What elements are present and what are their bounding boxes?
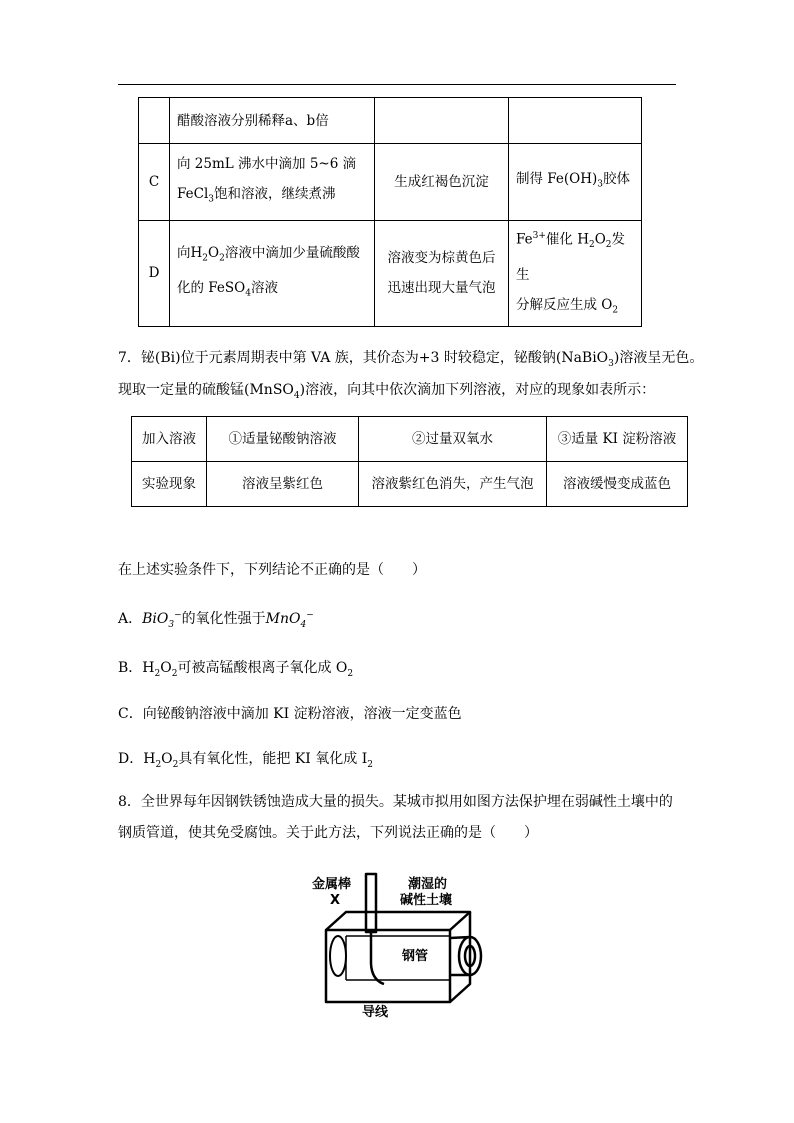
q7-option-a[interactable]: A．BiO$_3$−的氧化性强于MnO$_4$− — [118, 610, 314, 630]
table-header-cell: 加入溶液 — [132, 417, 207, 462]
table-row — [139, 98, 642, 144]
table-row — [139, 144, 642, 221]
row-label: C — [139, 144, 170, 221]
conclusion-cell — [509, 98, 642, 144]
table-cell: 实验现象 — [132, 462, 207, 507]
label-metal-rod: 金属棒 — [312, 877, 352, 892]
metal-rod-x — [366, 874, 376, 932]
q7-stem-line2: 现取一定量的硫酸锰(MnSO$_4$)溶液，向其中依次滴加下列溶液，对应的现象如表所示： — [118, 382, 656, 401]
row-label — [139, 98, 170, 144]
row-label: D — [139, 221, 170, 327]
label-soil-2: 碱性土壤 — [400, 893, 453, 908]
conclusion-cell: 制得 $Fe(OH)_3$胶体 — [509, 144, 642, 221]
wire — [371, 964, 384, 984]
conclusion-cell: $Fe^{3+}$催化 $H_2O_2$发生 分解反应生成 $O_2$ — [509, 221, 642, 327]
operation-cell — [170, 221, 375, 327]
operation-cell: 醋酸溶液分别稀释a、b倍 — [170, 98, 375, 144]
table-header-row — [132, 417, 688, 462]
table-header-cell: ②过量双氧水 — [359, 417, 547, 462]
table-row — [132, 462, 688, 507]
operation-cell — [170, 144, 375, 221]
q7-question: 在上述实验条件下，下列结论不正确的是（ ） — [118, 562, 426, 578]
label-wire: 导线 — [362, 1005, 389, 1020]
phenomenon-cell — [375, 98, 509, 144]
table-cell: 溶液缓慢变成蓝色 — [547, 462, 688, 507]
operation-text: 向 25mL 沸水中滴加 5~6 滴 — [177, 156, 357, 173]
experiment-table — [138, 97, 642, 327]
table-cell: 溶液紫红色消失，产生气泡 — [359, 462, 547, 507]
reaction-table — [131, 416, 688, 507]
q8-stem-line2: 钢质管道，使其免受腐蚀。关于此方法，下列说法正确的是（ ） — [118, 825, 538, 841]
table-row — [139, 221, 642, 327]
table-cell: 溶液呈紫红色 — [207, 462, 359, 507]
label-soil-1: 潮湿的 — [408, 877, 448, 892]
label-x: X — [330, 893, 341, 908]
corrosion-protection-figure — [300, 868, 490, 1020]
label-steel-pipe: 钢管 — [402, 949, 429, 964]
q7-option-c[interactable]: C．向铋酸钠溶液中滴加 KI 淀粉溶液，溶液一定变蓝色 — [118, 706, 462, 722]
operation-text: FeCl$_3$饱和溶液，继续煮沸 — [177, 186, 336, 205]
table-header-cell: ①适量铋酸钠溶液 — [207, 417, 359, 462]
operation-text: 向$H_2O_2$溶液中滴加少量硫酸酸 — [177, 244, 360, 264]
q7-option-b[interactable]: B．$H_2O_2$可被高锰酸根离子氧化成 $O_2$ — [118, 660, 354, 679]
phenomenon-cell: 生成红褐色沉淀 — [375, 144, 509, 221]
q7-option-d[interactable]: D．$H_2O_2$具有氧化性，能把 KI 氧化成 $I_2$ — [118, 751, 373, 770]
q7-stem-line1: 7．铋(Bi)位于元素周期表中第 VA 族，其价态为+3 时较稳定，铋酸钠(NaBiO$_3$)溶液呈无色。 — [118, 350, 704, 369]
phenomenon-cell: 溶液变为棕黄色后 迅速出现大量气泡 — [375, 221, 509, 327]
operation-text: 化的 FeSO$_4$溶液 — [177, 280, 278, 300]
table-header-cell: ③适量 KI 淀粉溶液 — [547, 417, 688, 462]
header-rule — [118, 84, 676, 85]
q8-stem-line1: 8．全世界每年因钢铁锈蚀造成大量的损失。某城市拟用如图方法保护埋在弱碱性土壤中的 — [118, 794, 673, 810]
